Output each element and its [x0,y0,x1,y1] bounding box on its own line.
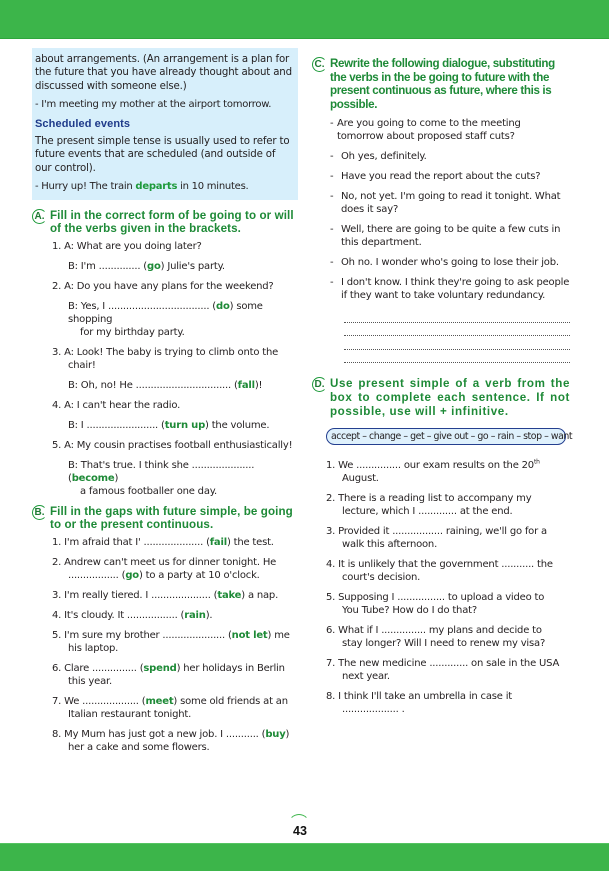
exercise-item [52,728,298,754]
word-box: accept – change – get – give out – go – rain – stop – want [326,428,566,445]
answer-line [52,419,298,432]
item-number: 2. [52,557,62,569]
exercise-item [52,556,298,582]
info-intro: about arrangements. (An arrangement is a plan for the future that you have already thought about and discussed with someone else.) [35,54,292,92]
sentence-text: I think I'll take an umbrella in case it [338,691,513,703]
sentence-line [52,662,298,675]
item-number: 1. [52,537,62,549]
question-line [52,439,298,452]
item-number: 3. [52,346,62,358]
exercise-item [52,609,298,622]
ordinal-suffix: th [533,458,540,466]
item-number: 3. [326,526,336,538]
exercise-item [52,589,298,602]
dialogue-dash: - [330,118,334,130]
sentence-line [326,459,570,472]
bracket-verb: buy [265,729,286,741]
item-number: 7. [326,658,336,670]
exercise-item [52,662,298,688]
item-number: 2. [326,493,336,505]
sentence-text: ) [285,729,290,741]
exercise-item [326,459,570,485]
speaker-b-text: ) the volume. [205,419,270,431]
exercise-item [326,624,570,650]
answer-writing-line[interactable] [344,323,570,337]
exercise-item [326,657,570,683]
sentence-line [52,728,298,741]
sentence-line [326,558,570,571]
sentence-text: I'm afraid that I' .................... ( [64,537,210,549]
item-number: 2. [52,280,62,292]
bracket-verb: fail [209,537,227,549]
sentence-text: There is a reading list to accompany my [338,493,532,505]
sentence-text: ) me [267,630,290,642]
speaker-b-text: B: I ........................ ( [68,419,165,431]
sentence-text: What if I ............... my plans and decide to [338,625,542,637]
bracket-verb: rain [184,610,206,622]
item-number: 1. [52,240,62,252]
page-number [287,816,313,842]
dialogue-dash: - [330,257,334,269]
question-line [52,346,298,359]
speaker-a-text: A: My cousin practises football enthusiastically! [64,439,293,451]
bracket-verb: spend [143,663,177,675]
sentence-text: ) the test. [226,537,274,549]
exercise-a-title: Fill in the correct form of be going to or will of the verbs given in the brackets. [50,208,294,236]
exercise-item [52,346,298,392]
exercise-item [326,591,570,617]
sentence-text: Clare ............... ( [64,663,144,675]
page-number-text: 43 [293,824,307,838]
sentence-continuation: ................... . [342,704,405,716]
sentence-text: I'm sure my brother ..................... ( [64,630,232,642]
sentence-text: ). [205,610,213,622]
sentence-line [326,624,570,637]
sentence-text: ) to a party at 10 o'clock. [138,570,260,582]
sentence-continuation: walk this afternoon. [342,539,438,551]
sentence-text: My Mum has just got a new job. I ........... ( [64,729,266,741]
exercise-a-items [52,240,298,498]
info-body: The present simple tense is usually used to refer to future events that are scheduled (and outside of our control). [35,136,290,174]
sentence-text: I'm really tiered. I .................... ( [64,590,218,602]
info-example-2 [35,180,292,193]
exercise-item [326,558,570,584]
bracket-verb: take [217,590,242,602]
speaker-a-text: A: I can't hear the radio. [64,399,181,411]
exercise-d [312,377,573,716]
dialogue-dash: - [330,191,334,203]
speaker-b-text: ) Julie's party. [160,260,225,272]
exercise-c-answer-lines [344,309,570,363]
speaker-b-text: B: I'm .............. ( [68,260,148,272]
sentence-text: Provided it ................. raining, we'll go for a [338,526,547,538]
question-continuation: chair! [68,359,96,371]
bracket-verb: go [147,260,161,272]
exercise-item [52,695,298,721]
info-example-1: - I'm meeting my mother at the airport tomorrow. [35,99,272,111]
exercise-letter-badge-icon: A. [32,209,47,224]
dialogue-dash: - [330,151,334,163]
dialogue-dash: - [330,277,334,289]
sentence-text: ) a nap. [241,590,279,602]
sentence-line [326,492,570,505]
dialogue-text: No, not yet. I'm going to read it tonight. What does it say? [341,191,561,216]
speaker-a-text: A: What are you doing later? [64,240,202,252]
sentence-line [52,536,298,549]
bracket-verb: meet [145,696,174,708]
dialogue-line [330,223,570,249]
exercise-item [52,629,298,655]
speaker-a-text: A: Do you have any plans for the weekend? [64,280,274,292]
speaker-a-text: A: Look! The baby is trying to climb onto the [64,346,279,358]
sentence-continuation: this year. [68,676,112,688]
dialogue-line [330,117,570,143]
exercise-b [32,505,298,754]
sentence-text: We ............... our exam results on the 20 [338,460,534,472]
speaker-b-text: B: Yes, I .................................. ( [68,300,216,312]
item-number: 5. [52,439,62,451]
sentence-continuation: stay longer? Will I need to renew my visa? [342,638,546,650]
sentence-line [326,657,570,670]
bracket-verb: become [71,472,115,484]
sentence-line [52,556,298,569]
sentence-line [52,609,298,622]
dialogue-line [330,190,570,216]
sentence-continuation [52,569,298,582]
sentence-line [326,690,570,703]
exercise-item [326,690,570,716]
dialogue-line [330,170,570,183]
item-number: 6. [326,625,336,637]
exercise-item [52,439,298,498]
sentence-text: The new medicine ............. on sale in the USA [338,658,560,670]
sentence-continuation: lecture, which I ............. at the end. [342,506,513,518]
dialogue-line [330,150,570,163]
bracket-verb: turn up [164,419,206,431]
speaker-b-text: B: Oh, no! He ................................ ( [68,379,238,391]
exercise-a [32,209,298,498]
sentence-continuation: Italian restaurant tonight. [68,709,192,721]
question-line [52,399,298,412]
sentence-continuation: August. [342,473,379,485]
item-number: 6. [52,663,62,675]
exercise-item [52,399,298,432]
answer-writing-line[interactable] [344,350,570,364]
sentence-continuation: court's decision. [342,572,421,584]
exercise-item [52,240,298,273]
speaker-b-text: )! [254,379,263,391]
exercise-d-items [326,459,570,716]
sentence-line [326,525,570,538]
info-heading-scheduled-events: Scheduled events [35,117,131,130]
exercise-item [52,536,298,549]
sentence-continuation: his laptop. [68,643,119,655]
exercise-d-title: Use present simple of a verb from the box to complete each sentence. If not possible, use will + infinitive. [330,377,570,418]
answer-writing-line[interactable] [344,309,570,323]
dialogue-line [330,276,570,302]
dialogue-line [330,256,570,269]
answer-continuation: for my birthday party. [80,326,185,338]
example-text: - Hurry up! The train [35,181,136,193]
item-number: 4. [326,559,336,571]
exercise-a-header [32,209,298,236]
speaker-b-text: ) some shopping [68,300,263,325]
grammar-info-box [32,48,298,200]
sentence-text: We ................... ( [64,696,146,708]
dialogue-text: Well, there are going to be quite a few cuts in this department. [341,224,561,249]
question-line [52,280,298,293]
dialogue-text: Oh no. I wonder who's going to lose their job. [341,257,559,269]
exercise-item [326,525,570,551]
dialogue-text: Have you read the report about the cuts? [341,171,541,183]
item-number: 8. [52,729,62,741]
sentence-text: It is unlikely that the government ........... the [338,559,553,571]
bracket-verb: do [216,300,230,312]
dialogue-text: Are you going to come to the meeting tomorrow about proposed staff cuts? [337,118,521,143]
answer-line [52,300,298,339]
exercise-b-header [32,505,298,532]
bracket-verb: fall [237,379,255,391]
exercise-b-items [52,536,298,754]
sentence-line [52,589,298,602]
sentence-continuation: You Tube? How do I do that? [342,605,477,617]
speaker-b-text: ) [114,472,119,484]
item-number: 4. [52,399,62,411]
dialogue-dash: - [330,171,334,183]
exercise-item [326,492,570,518]
question-line [52,240,298,253]
dialogue-text: Oh yes, definitely. [341,151,427,163]
right-column [312,57,573,723]
sentence-text: Supposing I ................ to upload a video to [338,592,545,604]
bracket-verb: not let [231,630,268,642]
speaker-b-text: B: That's true. I think she ..................... ( [68,459,255,484]
exercise-letter-badge-icon: C. [312,57,327,72]
exercise-letter-badge-icon: D. [312,377,327,392]
sentence-text: Andrew can't meet us for dinner tonight. He [64,557,277,569]
sentence-continuation: her a cake and some flowers. [68,742,210,754]
exercise-d-header [312,377,570,418]
exercise-c [312,57,570,363]
item-number: 4. [52,610,62,622]
item-number: 8. [326,691,336,703]
sentence-text: ) her holidays in Berlin [176,663,285,675]
left-column [32,48,298,761]
sentence-text: ) some old friends at an [173,696,288,708]
item-number: 5. [52,630,62,642]
answer-line [52,260,298,273]
item-number: 3. [52,590,62,602]
bottom-green-bar [0,843,609,871]
sentence-continuation: next year. [342,671,390,683]
top-green-bar [0,0,609,39]
item-number: 1. [326,460,336,472]
example-text: in 10 minutes. [177,181,249,193]
bracket-verb: go [125,570,139,582]
item-number: 5. [326,592,336,604]
sentence-text: It's cloudy. It ................. ( [64,610,185,622]
answer-line [52,459,298,498]
highlighted-verb: departs [135,181,178,193]
answer-writing-line[interactable] [344,336,570,350]
sentence-line [326,591,570,604]
sentence-line [52,629,298,642]
sentence-line [52,695,298,708]
answer-line [52,379,298,392]
exercise-letter-badge-icon: B. [32,505,47,520]
sentence-text: ................. ( [68,570,126,582]
exercise-c-dialogue [330,117,570,302]
item-number: 7. [52,696,62,708]
exercise-item [52,280,298,339]
dialogue-text: I don't know. I think they're going to ask people if they want to take voluntary redundancy. [341,277,570,302]
exercise-b-title: Fill in the gaps with future simple, be going to or the present continuous. [50,504,293,532]
dialogue-dash: - [330,224,334,236]
exercise-c-title: Rewrite the following dialogue, substituting the verbs in the be going to future with the present continuous as future, where this is possible. [330,57,555,111]
answer-continuation: a famous footballer one day. [80,485,218,497]
exercise-c-header [312,57,570,111]
